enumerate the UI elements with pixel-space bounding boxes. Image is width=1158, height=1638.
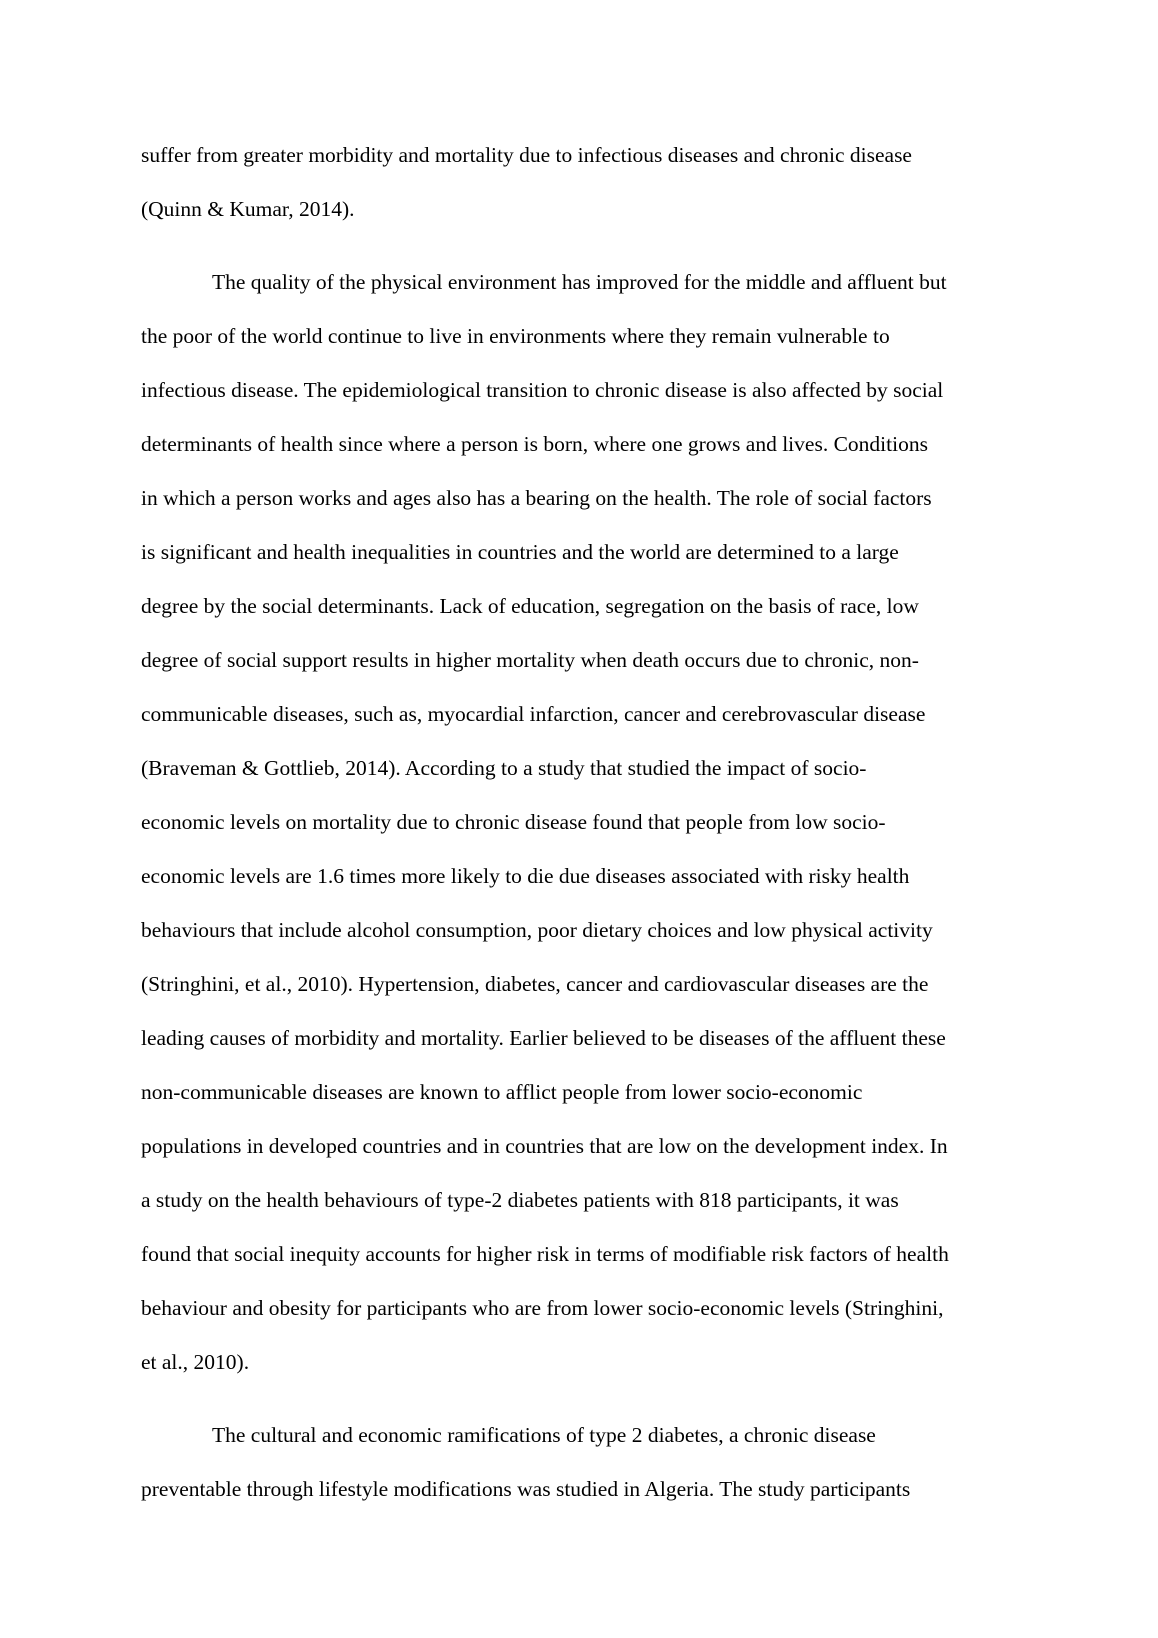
paragraph-2-line-20: behaviour and obesity for participants who are from lower socio-economic levels (Stringhini, [141, 1296, 944, 1320]
paragraph-2-line-7: degree by the social determinants. Lack of education, segregation on the basis of race, low [141, 594, 919, 618]
paragraph-2-line-10: (Braveman & Gottlieb, 2014). According to a study that studied the impact of socio- [141, 756, 867, 780]
paragraph-2-line-14: (Stringhini, et al., 2010). Hypertension, diabetes, cancer and cardiovascular diseases are the [141, 972, 929, 996]
paragraph-2-line-16: non-communicable diseases are known to afflict people from lower socio-economic [141, 1080, 863, 1104]
paragraph-2-line-11: economic levels on mortality due to chronic disease found that people from low socio- [141, 810, 886, 834]
paragraph-2-line-18: a study on the health behaviours of type-2 diabetes patients with 818 participants, it was [141, 1188, 899, 1212]
paragraph-2-line-12: economic levels are 1.6 times more likely to die due diseases associated with risky health [141, 864, 910, 888]
paragraph-2-line-8: degree of social support results in higher mortality when death occurs due to chronic, non- [141, 648, 919, 672]
paragraph-2-line-5: in which a person works and ages also has a bearing on the health. The role of social factors [141, 486, 932, 510]
paragraph-2-line-13: behaviours that include alcohol consumption, poor dietary choices and low physical activity [141, 918, 933, 942]
paragraph-2-line-15: leading causes of morbidity and mortality. Earlier believed to be diseases of the affluent these [141, 1026, 946, 1050]
paragraph-2-line-21: et al., 2010). [141, 1350, 250, 1374]
paragraph-3-line-1: The cultural and economic ramifications of type 2 diabetes, a chronic disease [212, 1423, 876, 1447]
paragraph-2-line-2: the poor of the world continue to live in environments where they remain vulnerable to [141, 324, 890, 348]
paragraph-2-line-9: communicable diseases, such as, myocardial infarction, cancer and cerebrovascular disease [141, 702, 926, 726]
paragraph-3-line-2: preventable through lifestyle modifications was studied in Algeria. The study participants [141, 1477, 911, 1501]
paragraph-2-line-17: populations in developed countries and in countries that are low on the development index. In [141, 1134, 948, 1158]
paragraph-2-line-3: infectious disease. The epidemiological transition to chronic disease is also affected by social [141, 378, 944, 402]
paragraph-2-line-1: The quality of the physical environment has improved for the middle and affluent but [212, 270, 947, 294]
paragraph-2-line-4: determinants of health since where a person is born, where one grows and lives. Conditions [141, 432, 928, 456]
paragraph-1-line-2: (Quinn & Kumar, 2014). [141, 197, 355, 221]
paragraph-2-line-6: is significant and health inequalities in countries and the world are determined to a large [141, 540, 899, 564]
paragraph-2-line-19: found that social inequity accounts for higher risk in terms of modifiable risk factors of health [141, 1242, 949, 1266]
paragraph-1-line-1: suffer from greater morbidity and mortality due to infectious diseases and chronic disease [141, 143, 912, 167]
